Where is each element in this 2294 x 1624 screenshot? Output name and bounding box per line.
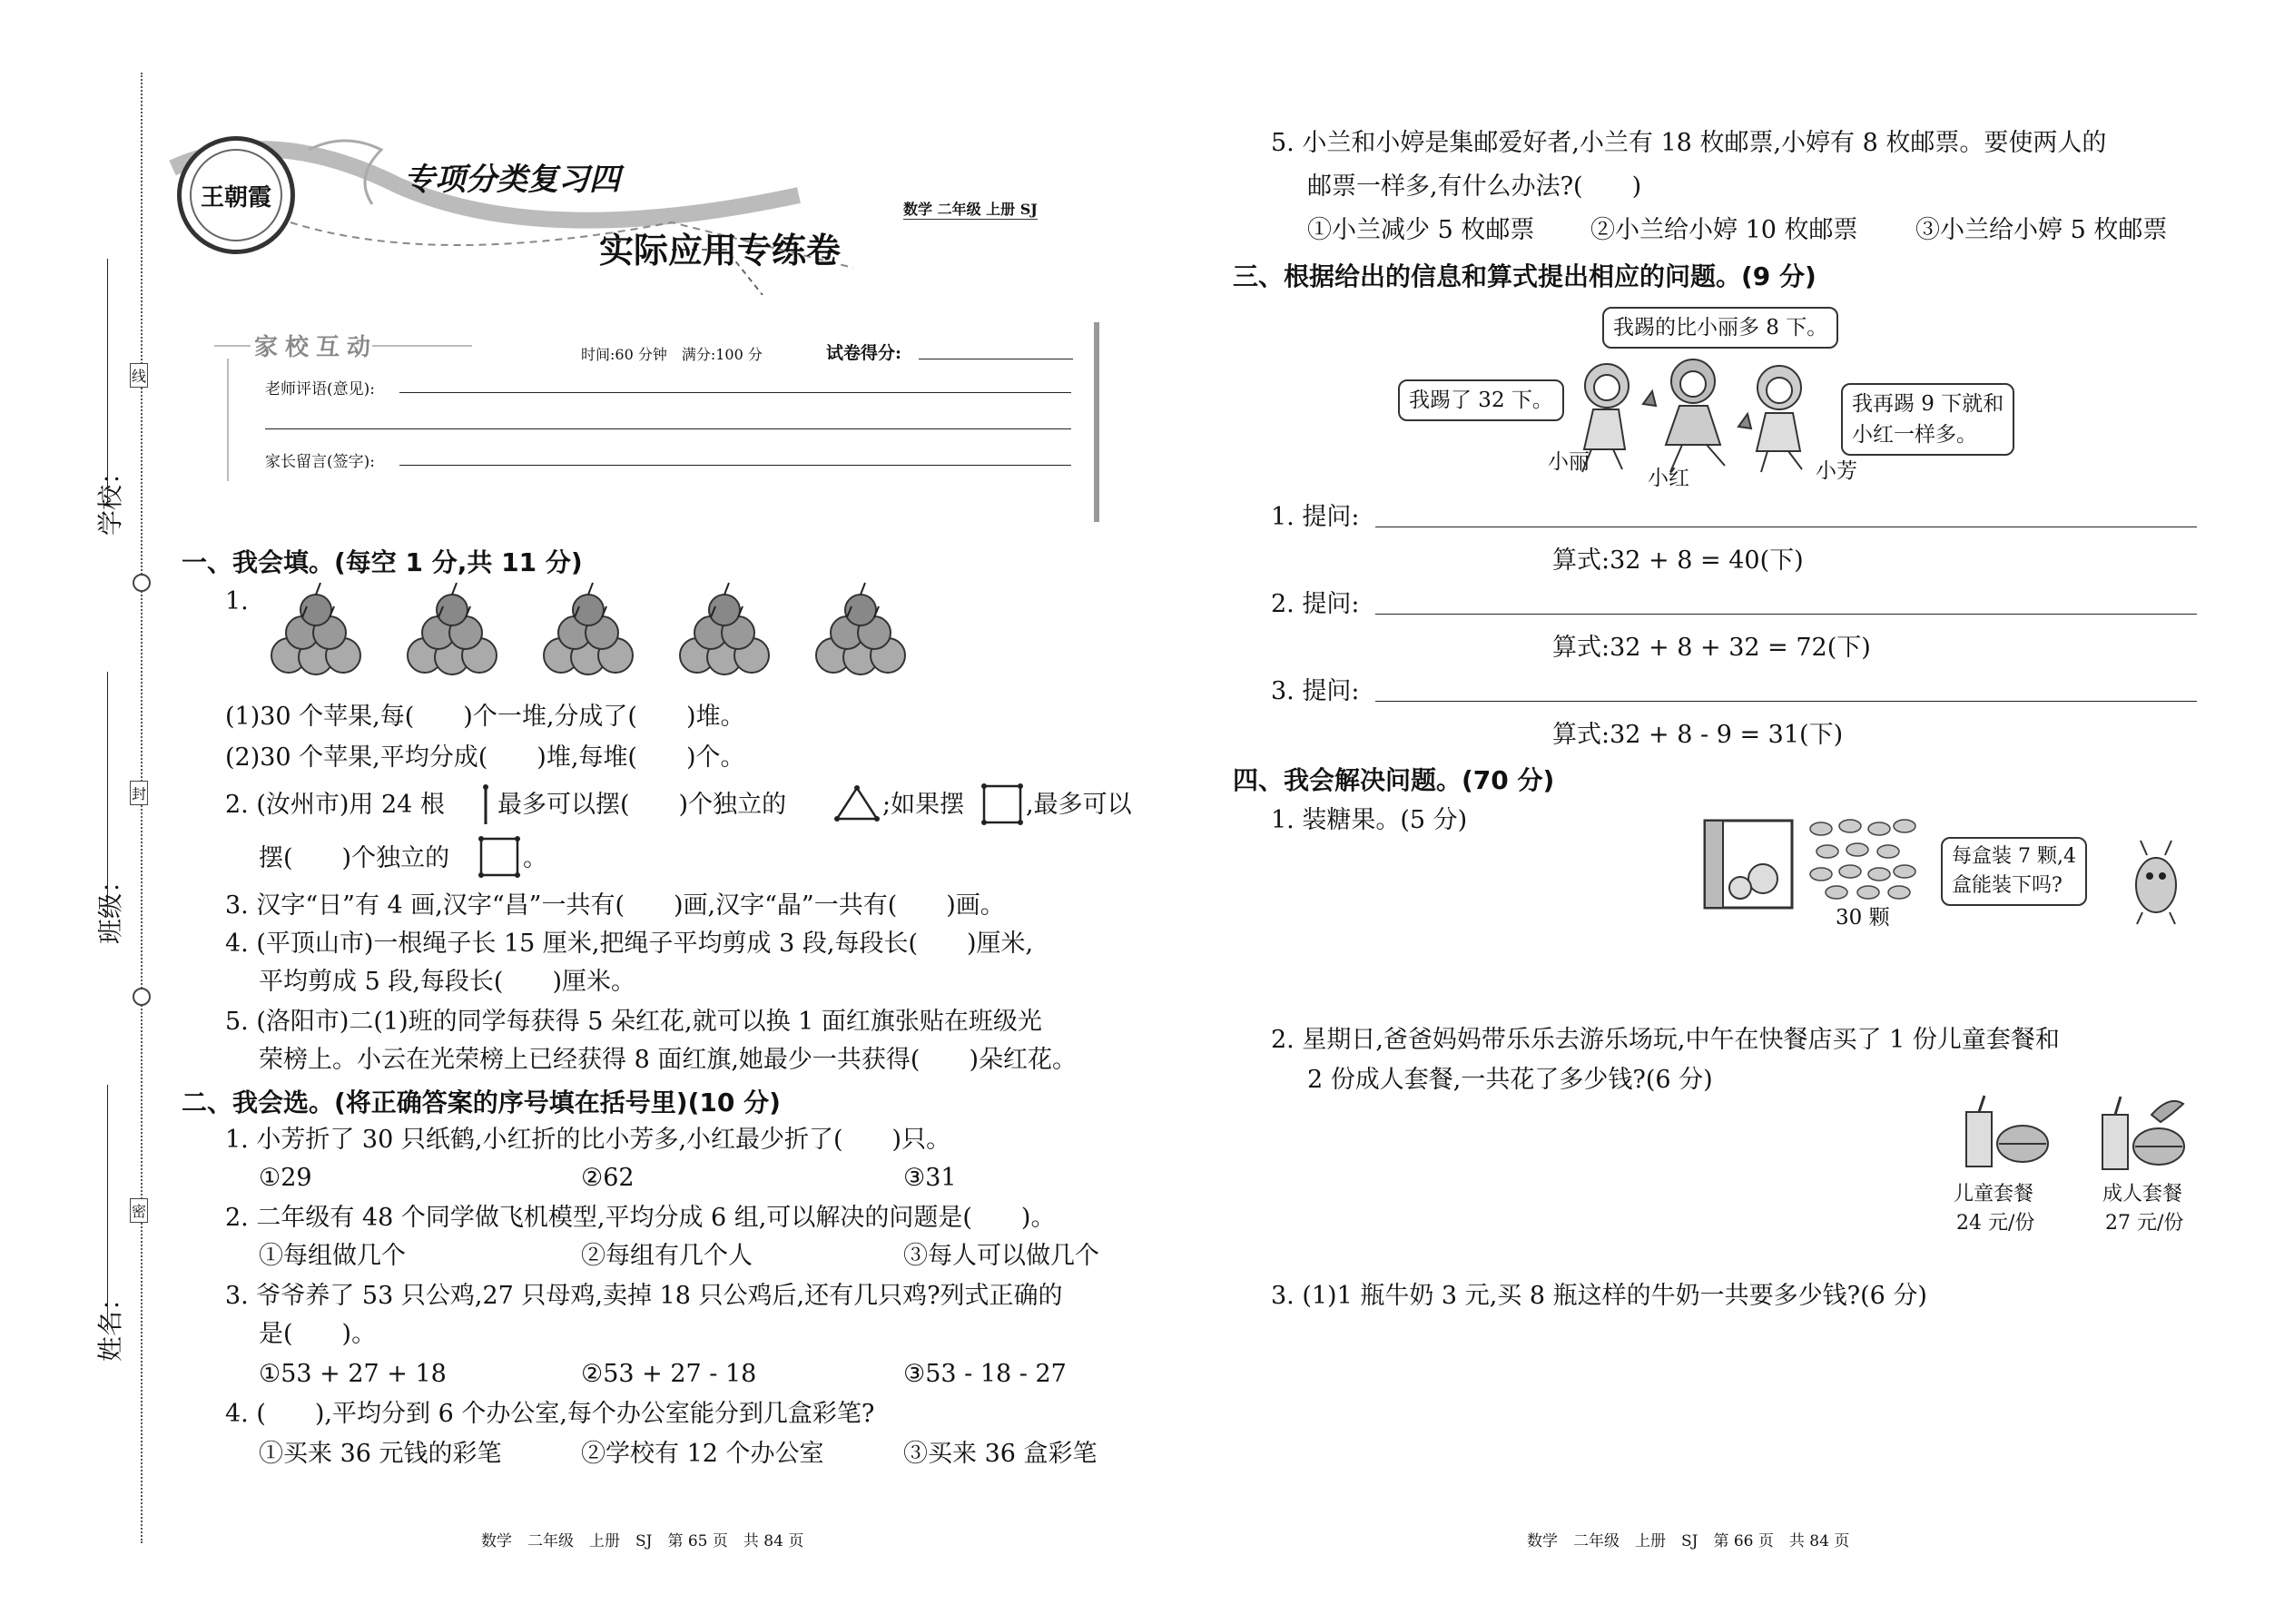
speech-bubble-xiaoli: 我踢了 32 下。	[1398, 379, 1564, 421]
ask-3-answer-field[interactable]	[1375, 701, 2197, 702]
q2-part-a: 2. (汝州市)用 24 根	[225, 791, 445, 819]
equation-3: 算式:32 + 8 - 9 = 31(下)	[1552, 721, 1844, 749]
cartoon-character-icon	[2124, 835, 2188, 926]
choice-5-option-3: ③小兰给小婷 5 枚邮票	[1915, 216, 2168, 244]
series-title: 专项分类复习四	[404, 162, 620, 198]
choice-3-line-2: 是( )。	[259, 1320, 377, 1348]
teacher-comment-label: 老师评语(意见):	[265, 380, 375, 399]
adult-meal-price: 27 元/份	[2105, 1212, 2184, 1235]
ask-2-label: 2. 提问:	[1271, 590, 1360, 618]
teacher-comment-field[interactable]	[399, 392, 1071, 393]
equation-1: 算式:32 + 8 = 40(下)	[1552, 546, 1804, 575]
equation-2: 算式:32 + 8 + 32 = 72(下)	[1552, 634, 1871, 662]
left-page-footer: 数学 二年级 上册 SJ 第 65 页 共 84 页	[481, 1532, 804, 1550]
q2-part-c: ;如果摆	[882, 791, 965, 819]
choice-2-option-1: ①每组做几个	[259, 1242, 406, 1270]
name-underline	[107, 1085, 108, 1330]
seal-mark-feng: 封	[130, 781, 148, 805]
seal-mark-mi: 密	[130, 1198, 148, 1223]
q2-part-b: 最多可以摆( )个独立的	[497, 791, 787, 819]
section-2-title: 二、我会选。(将正确答案的序号填在括号里)(10 分)	[182, 1088, 781, 1117]
choice-1-option-2: ②62	[581, 1164, 635, 1192]
choice-5-line-2: 邮票一样多,有什么办法?( )	[1307, 172, 1642, 201]
section-3-title: 三、根据给出的信息和算式提出相应的问题。(9 分)	[1233, 261, 1816, 291]
speech-bubble-xiaofang-line-1: 我再踢 9 下就和	[1852, 392, 2004, 416]
matchstick-icon	[479, 782, 492, 826]
kids-meal-price: 24 元/份	[1956, 1212, 2035, 1235]
subject-tag: 数学 二年级 上册 SJ	[903, 198, 1038, 220]
kid-name-xiaohong: 小红	[1648, 467, 1689, 490]
class-label: 班级：	[95, 867, 125, 944]
right-page-footer: 数学 二年级 上册 SJ 第 66 页 共 84 页	[1527, 1532, 1850, 1550]
name-label: 姓名：	[95, 1284, 125, 1362]
class-underline	[107, 672, 108, 917]
binding-dotted-line	[141, 73, 143, 1543]
publisher-logo	[177, 136, 295, 254]
school-underline	[107, 259, 108, 504]
jiaxiao-deco-line	[214, 345, 251, 347]
choice-1-option-1: ①29	[259, 1164, 312, 1192]
q3: 3. 汉字“日”有 4 画,汉字“昌”一共有( )画,汉字“晶”一共有( )画。	[225, 891, 1005, 920]
jiaxiao-deco-line	[372, 345, 472, 347]
problem-2-line-2: 2 份成人套餐,一共花了多少钱?(6 分)	[1307, 1066, 1713, 1094]
q2-part-f: 。	[523, 844, 547, 872]
binding-hole-icon	[133, 988, 151, 1006]
candies-pile-icon	[1805, 815, 1918, 901]
q1-2: (2)30 个苹果,平均分成( )堆,每堆( )个。	[225, 743, 745, 772]
binding-hole-icon	[133, 574, 151, 592]
choice-3-line-1: 3. 爷爷养了 53 只公鸡,27 只母鸡,卖掉 18 只公鸡后,还有几只鸡?列式正确的	[225, 1282, 1063, 1310]
q4-line-1: 4. (平顶山市)一根绳子长 15 厘米,把绳子平均剪成 3 段,每段长( )厘米,	[225, 930, 1034, 958]
choice-5-option-2: ②小兰给小婷 10 枚邮票	[1590, 216, 1858, 244]
candy-question-line-2: 盒能装下吗?	[1952, 874, 2063, 897]
q5-line-2: 荣榜上。小云在光荣榜上已经获得 8 面红旗,她最少一共获得( )朵红花。	[259, 1046, 1077, 1074]
info-box-frame-vertical	[227, 359, 229, 481]
parent-comment-field[interactable]	[399, 465, 1071, 466]
kid-name-xiaoli: 小丽	[1548, 450, 1590, 474]
candy-question-line-1: 每盒装 7 颗,4	[1952, 845, 2076, 868]
speech-bubble-xiaofang-line-2: 小红一样多。	[1852, 423, 1977, 447]
q4-line-2: 平均剪成 5 段,每段长( )厘米。	[259, 968, 635, 996]
choice-3-option-1: ①53 + 27 + 18	[259, 1360, 447, 1388]
speech-bubble-xiaofang	[1841, 383, 2014, 456]
ask-3-label: 3. 提问:	[1271, 677, 1360, 705]
candy-question-bubble	[1941, 837, 2087, 906]
adult-meal-name: 成人套餐	[2102, 1183, 2183, 1206]
ask-1-label: 1. 提问:	[1271, 503, 1360, 531]
choice-4-option-1: ①买来 36 元钱的彩笔	[259, 1440, 502, 1468]
choice-1: 1. 小芳折了 30 只纸鹤,小红折的比小芳多,小红最少折了( )只。	[225, 1126, 951, 1154]
square-icon	[478, 835, 521, 879]
kid-name-xiaofang: 小芳	[1816, 459, 1857, 483]
choice-3-option-3: ③53 - 18 - 27	[903, 1360, 1067, 1388]
choice-5-line-1: 5. 小兰和小婷是集邮爱好者,小兰有 18 枚邮票,小婷有 8 枚邮票。要使两人的	[1271, 129, 2107, 157]
section-4-title: 四、我会解决问题。(70 分)	[1233, 765, 1555, 795]
paper-title: 实际应用专练卷	[599, 230, 842, 271]
choice-5-option-1: ①小兰减少 5 枚邮票	[1307, 216, 1535, 244]
choice-3-option-2: ②53 + 27 - 18	[581, 1360, 757, 1388]
logo-text: 王朝霞	[200, 183, 271, 212]
problem-3: 3. (1)1 瓶牛奶 3 元,买 8 瓶这样的牛奶一共要多少钱?(6 分)	[1271, 1282, 1927, 1310]
square-icon	[980, 782, 1024, 826]
choice-4-option-2: ②学校有 12 个办公室	[581, 1440, 824, 1468]
kids-meal-icon	[1961, 1094, 2052, 1176]
problem-1: 1. 装糖果。(5 分)	[1271, 806, 1468, 834]
q1-1: (1)30 个苹果,每( )个一堆,分成了( )堆。	[225, 703, 745, 731]
candy-count-label: 30 颗	[1836, 906, 1890, 930]
q1-number: 1.	[225, 587, 249, 615]
q2-part-d: ,最多可以	[1026, 791, 1132, 819]
choice-1-option-3: ③31	[903, 1164, 957, 1192]
seal-mark-xian: 线	[130, 363, 148, 388]
choice-2-option-3: ③每人可以做几个	[903, 1242, 1099, 1270]
triangle-icon	[833, 784, 881, 822]
kids-meal-name: 儿童套餐	[1954, 1183, 2034, 1206]
problem-2-line-1: 2. 星期日,爸爸妈妈带乐乐去游乐场玩,中午在快餐店买了 1 份儿童套餐和	[1271, 1026, 2060, 1054]
q5-line-1: 5. (洛阳市)二(1)班的同学每获得 5 朵红花,就可以换 1 面红旗张贴在班级光	[225, 1008, 1042, 1036]
candy-box-icon	[1699, 815, 1799, 915]
time-info: 时间:60 分钟 满分:100 分	[581, 346, 763, 363]
teacher-comment-field-2[interactable]	[265, 428, 1071, 429]
choice-4-option-3: ③买来 36 盒彩笔	[903, 1440, 1098, 1468]
choice-4: 4. ( ),平均分到 6 个办公室,每个办公室能分到几盒彩笔?	[225, 1400, 875, 1428]
parent-comment-label: 家长留言(签字):	[265, 453, 375, 471]
info-box-frame-right	[1094, 322, 1099, 522]
choice-2-option-2: ②每组有几个人	[581, 1242, 753, 1270]
apple-piles-figure	[263, 574, 953, 683]
kids-kicking-shuttlecock-illustration	[1557, 349, 1829, 477]
jiaxiao-badge: 家校互动	[254, 334, 379, 361]
q2-part-e: 摆( )个独立的	[259, 844, 450, 872]
adult-meal-icon	[2097, 1088, 2188, 1178]
speech-bubble-xiaohong: 我踢的比小丽多 8 下。	[1602, 307, 1838, 349]
school-label: 学校：	[95, 458, 125, 536]
score-label: 试卷得分:	[826, 343, 902, 363]
choice-2: 2. 二年级有 48 个同学做飞机模型,平均分成 6 组,可以解决的问题是( )。	[225, 1204, 1056, 1232]
ask-2-answer-field[interactable]	[1375, 614, 2197, 615]
section-1-title: 一、我会填。(每空 1 分,共 11 分)	[182, 547, 583, 577]
